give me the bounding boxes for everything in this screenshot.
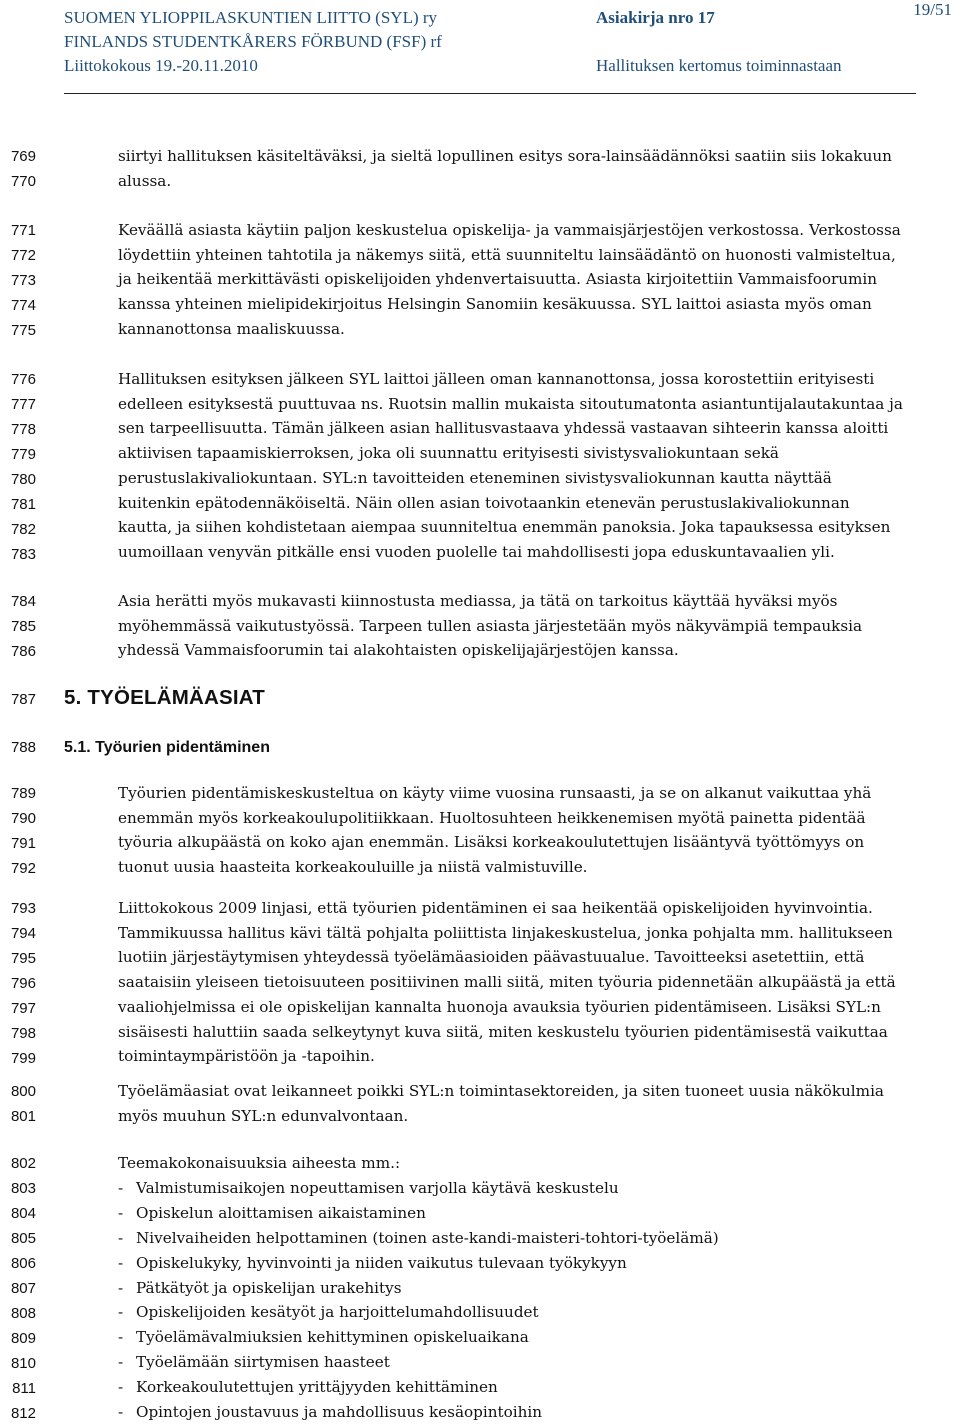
page-number: 19/51	[913, 0, 952, 19]
text-line: yhdessä Vammaisfoorumin tai alakohtaisten opiskelijajärjestöjen kanssa.	[118, 641, 679, 660]
line-numbers-block-1	[0, 144, 36, 194]
text-line: työuria alkupäästä on koko ajan enemmän. Lisäksi korkeakoulutettujen lisääntyvä työttömyys on	[118, 833, 865, 852]
list-item: - Työelämävalmiuksien kehittyminen opiskeluaikana	[118, 1328, 529, 1347]
text-line: kautta, ja siihen kohdistetaan aiempaa suunniteltua enemmän panoksia. Joka tapauksessa esityksen	[118, 518, 891, 537]
paragraph-1	[118, 144, 958, 193]
text-line: kannanottonsa maaliskuussa.	[118, 319, 345, 338]
text-line: edelleen esityksestä puuttuvaa ns. Ruotsin mallin mukaista sitoutumatonta asiantuntijalautakuntaa ja	[118, 394, 903, 413]
list-item: - Nivelvaiheiden helpottaminen (toinen aste-kandi-maisteri-tohtori-työelämä)	[118, 1228, 719, 1247]
list-item-text: Opiskelun aloittamisen aikaistaminen	[136, 1203, 426, 1222]
paragraph-4	[118, 589, 958, 663]
text-line: Tammikuussa hallitus kävi tältä pohjalta poliittista linjakeskustelua, jonka pohjalta mm. hallitukseen	[118, 923, 893, 942]
line-number: 789	[10, 785, 36, 802]
line-number: 778	[10, 421, 36, 438]
list-item: - Valmistumisaikojen nopeuttamisen varjolla käytävä keskustelu	[118, 1178, 619, 1197]
line-number: 769	[10, 148, 36, 165]
text-line: myös muuhun SYL:n edunvalvontaan.	[118, 1106, 409, 1125]
paragraph-5	[118, 781, 958, 880]
document-header-right	[596, 6, 916, 78]
paragraph-6	[118, 896, 958, 1069]
list-item-text: Pätkätyöt ja opiskelijan urakehitys	[136, 1278, 402, 1297]
header-divider	[64, 93, 916, 94]
topics-list	[118, 1151, 958, 1425]
line-number: 797	[10, 1000, 36, 1017]
list-item: - Opiskelun aloittamisen aikaistaminen	[118, 1203, 426, 1222]
document-title: Hallituksen kertomus toiminnastaan	[596, 56, 842, 75]
list-item-text: Korkeakoulutettujen yrittäjyyden kehittäminen	[136, 1378, 498, 1397]
line-numbers-block-5	[0, 781, 36, 881]
subsection-heading: 5.1. Työurien pidentäminen	[64, 739, 270, 756]
line-number: 780	[10, 471, 36, 488]
line-number: 785	[10, 618, 36, 635]
text-line: löydettiin yhteinen tahtotila ja näkemys siitä, että suunniteltu lainsäädäntö on huonosti valmisteltua,	[118, 245, 896, 264]
line-numbers-block-2	[0, 218, 36, 343]
line-number: 810	[10, 1355, 36, 1372]
text-line: luotiin järjestäytymisen yhteydessä työelämäasioiden päävastuualue. Tavoitteeksi asetettiin, että	[118, 948, 865, 967]
line-number: 773	[10, 272, 36, 289]
line-number: 777	[10, 396, 36, 413]
document-header-left	[64, 6, 584, 78]
line-number: 804	[10, 1205, 36, 1222]
section-heading: 5. TYÖELÄMÄASIAT	[64, 686, 265, 709]
line-number: 803	[10, 1180, 36, 1197]
text-line: sen tarpeellisuutta. Tämän jälkeen asian hallitusvastaava yhdessä vastaavan sihteerin kanssa aloitti	[118, 419, 889, 438]
list-item-text: Valmistumisaikojen nopeuttamisen varjolla käytävä keskustelu	[136, 1178, 619, 1197]
text-line: Työelämäasiat ovat leikanneet poikki SYL:n toimintasektoreiden, ja siten tuoneet uusia näkökulmia	[118, 1082, 884, 1100]
topics-intro: Teemakokonaisuuksia aiheesta mm.:	[118, 1154, 401, 1172]
list-item-text: Nivelvaiheiden helpottaminen (toinen aste-kandi-maisteri-tohtori-työelämä)	[136, 1228, 719, 1247]
text-line: Liittokokous 2009 linjasi, että työurien pidentäminen ei saa heikentää opiskelijoiden hyvinvointia.	[118, 899, 873, 917]
text-line: tuonut uusia haasteita korkeakouluille ja niistä valmistuville.	[118, 858, 588, 877]
paragraph-3	[118, 367, 958, 565]
line-number: 805	[10, 1230, 36, 1247]
text-line: Hallituksen esityksen jälkeen SYL laittoi jälleen oman kannanottonsa, jossa korostettiin erityisesti	[118, 370, 875, 388]
line-number: 776	[10, 371, 36, 388]
line-number: 802	[10, 1155, 36, 1172]
text-line: myöhemmässä vaikutustyössä. Tarpeen tullen asiasta järjestetään myös näkyvämpiä tempauksia	[118, 616, 863, 635]
text-line: vaaliohjelmissa ei ole opiskelijan kannalta huonoja avauksia työurien pidentämiseen. Lisäksi SYL:n	[118, 997, 881, 1016]
line-number: 800	[10, 1083, 36, 1100]
text-line: Keväällä asiasta käytiin paljon keskustelua opiskelija- ja vammaisjärjestöjen verkostossa. Verkostossa	[118, 221, 901, 239]
list-item: - Korkeakoulutettujen yrittäjyyden kehittäminen	[118, 1378, 498, 1397]
line-number: 811	[12, 1380, 36, 1397]
line-numbers-topics	[0, 1151, 36, 1426]
text-line: kanssa yhteinen mielipidekirjoitus Helsingin Sanomiin kesäkuussa. SYL laittoi asiasta myös oman	[118, 295, 872, 314]
line-number: 782	[10, 521, 36, 538]
document-number: Asiakirja nro 17	[596, 8, 715, 27]
list-item-text: Työelämään siirtymisen haasteet	[136, 1353, 390, 1372]
text-line: aktiivisen tapaamiskierroksen, joka oli suunnattu erityisesti sivistysvaliokuntaan sekä	[118, 444, 779, 463]
line-number: 779	[10, 446, 36, 463]
line-number: 799	[10, 1050, 36, 1067]
line-number: 771	[10, 222, 36, 239]
text-line: kuitenkin epätodennäköiseltä. Näin ollen asian toivotaankin etenevän perustuslakivaliokunnan	[118, 493, 850, 512]
paragraph-7	[118, 1079, 958, 1128]
line-number: 774	[10, 297, 36, 314]
text-line: Työurien pidentämiskeskusteltua on käyty viime vuosina runsaasti, ja se on alkanut vaikuttaa yhä	[118, 784, 872, 802]
text-line: uumoillaan venyvän pitkälle ensi vuoden puolelle tai mahdollisesti jopa eduskuntavaalien yli.	[118, 542, 835, 561]
text-line: ja heikentää merkittävästi opiskelijoiden yhdenvertaisuutta. Asiasta kirjoitettiin Vammaisfoorumin	[118, 270, 878, 289]
line-number: 807	[10, 1280, 36, 1297]
list-item: - Opiskelukyky, hyvinvointi ja niiden vaikutus tulevaan työkykyyn	[118, 1253, 627, 1272]
line-number: 793	[10, 900, 36, 917]
meeting-date: Liittokokous 19.-20.11.2010	[64, 56, 258, 75]
header-blank-line	[596, 30, 916, 54]
line-number: 775	[10, 322, 36, 339]
text-line: Asia herätti myös mukavasti kiinnostusta mediassa, ja tätä on tarkoitus käyttää hyväksi myös	[118, 592, 838, 610]
line-numbers-block-4	[0, 589, 36, 664]
line-number: 784	[10, 593, 36, 610]
line-number: 794	[10, 925, 36, 942]
list-item-text: Opiskelijoiden kesätyöt ja harjoittelumahdollisuudet	[136, 1303, 539, 1322]
line-number: 790	[10, 810, 36, 827]
line-number: 787	[10, 691, 36, 708]
org-name-fi: SUOMEN YLIOPPILASKUNTIEN LIITTO (SYL) ry	[64, 8, 438, 27]
list-item-text: Opintojen joustavuus ja mahdollisuus kesäopintoihin	[136, 1403, 543, 1422]
line-number: 791	[10, 835, 36, 852]
line-number: 772	[10, 247, 36, 264]
text-line: alussa.	[118, 171, 172, 190]
line-number: 783	[10, 546, 36, 563]
line-number: 798	[10, 1025, 36, 1042]
line-number: 812	[10, 1405, 36, 1422]
list-item: - Opintojen joustavuus ja mahdollisuus kesäopintoihin	[118, 1403, 543, 1422]
text-line: saataisiin yleiseen tietoisuuteen positiivinen malli siitä, miten työuria pidennetään alkupäästä ja että	[118, 973, 896, 992]
line-number: 792	[10, 860, 36, 877]
list-item-text: Opiskelukyky, hyvinvointi ja niiden vaikutus tulevaan työkykyyn	[136, 1253, 627, 1272]
line-number: 809	[10, 1330, 36, 1347]
text-line: toimintaympäristöön ja -tapoihin.	[118, 1047, 375, 1066]
text-line: enemmän myös korkeakoulupolitiikkaan. Huoltosuhteen heikkenemisen myötä painetta pidentää	[118, 808, 866, 827]
text-line: sisäisesti haluttiin saada selkeytynyt kuva siitä, miten keskustelu työurien pidentämisestä vaikuttaa	[118, 1022, 888, 1041]
line-number: 808	[10, 1305, 36, 1322]
line-number: 781	[10, 496, 36, 513]
paragraph-2	[118, 218, 958, 342]
text-line: perustuslakivaliokuntaan. SYL:n tavoitteiden eteneminen sivistysvaliokunnan kautta näyttää	[118, 468, 832, 487]
line-number: 788	[10, 739, 36, 756]
line-number: 806	[10, 1255, 36, 1272]
list-item: - Pätkätyöt ja opiskelijan urakehitys	[118, 1278, 402, 1297]
line-numbers-block-3	[0, 367, 36, 567]
list-item: - Työelämään siirtymisen haasteet	[118, 1353, 390, 1372]
line-number: 770	[10, 173, 36, 190]
list-item-text: Työelämävalmiuksien kehittyminen opiskeluaikana	[136, 1328, 529, 1347]
line-number: 796	[10, 975, 36, 992]
line-number: 786	[10, 643, 36, 660]
line-number: 801	[10, 1108, 36, 1125]
org-name-sv: FINLANDS STUDENTKÅRERS FÖRBUND (FSF) rf	[64, 32, 442, 51]
list-item: - Opiskelijoiden kesätyöt ja harjoittelumahdollisuudet	[118, 1303, 539, 1322]
text-line: siirtyi hallituksen käsiteltäväksi, ja sieltä lopullinen esitys sora-lainsäädännöksi saatiin siis lokakuun	[118, 147, 892, 165]
line-number: 795	[10, 950, 36, 967]
line-numbers-block-7	[0, 1079, 36, 1129]
line-numbers-block-6	[0, 896, 36, 1071]
